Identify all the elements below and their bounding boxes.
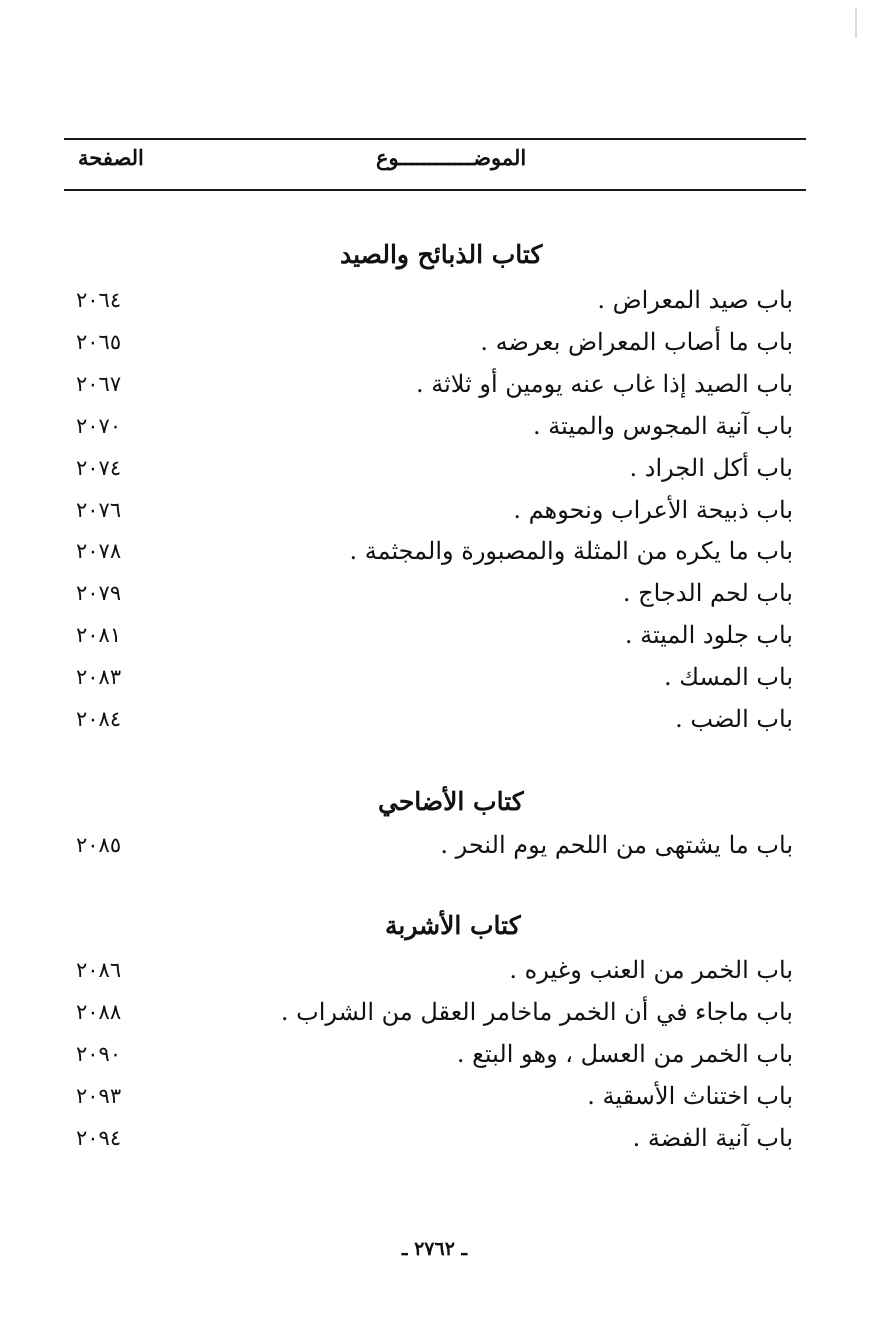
entry-title: باب ماجاء في أن الخمر ماخامر العقل من الشراب .	[280, 998, 793, 1026]
entry-title: باب جلود الميتة .	[624, 621, 793, 649]
entry-page-number: ٢٠٨٦	[76, 958, 122, 982]
entry-page-number: ٢٠٧٤	[76, 456, 122, 480]
entry-title: باب المسك .	[664, 663, 793, 691]
entry-page-number: ٢٠٨٤	[76, 707, 122, 731]
entry-page-number: ٢٠٧٠	[76, 414, 122, 438]
entry-page-number: ٢٠٧٩	[76, 581, 122, 605]
entry-page-number: ٢٠٩٤	[76, 1126, 122, 1150]
toc-entry	[64, 615, 806, 655]
toc-entry	[64, 950, 806, 990]
entry-title: باب الخمر من العسل ، وهو البتع .	[456, 1040, 793, 1068]
entry-page-number: ٢٠٨١	[76, 623, 122, 647]
toc-entry	[64, 1076, 806, 1116]
section-title-drinks: كتاب الأشربة	[385, 911, 521, 940]
entry-page-number: ٢٠٦٥	[76, 330, 122, 354]
entry-title: باب آنية الفضة .	[632, 1124, 793, 1152]
toc-entry	[64, 573, 806, 613]
toc-entry	[64, 657, 806, 697]
toc-entry	[64, 322, 806, 362]
entry-page-number: ٢٠٨٥	[76, 833, 122, 857]
section-title-slaughter-hunting: كتاب الذبائح والصيد	[340, 240, 543, 269]
entry-page-number: ٢٠٦٧	[76, 372, 122, 396]
entry-page-number: ٢٠٧٨	[76, 539, 122, 563]
entry-title: باب الخمر من العنب وغيره .	[509, 956, 793, 984]
entry-title: باب ما يكره من المثلة والمصبورة والمجثمة .	[349, 537, 793, 565]
toc-entry	[64, 490, 806, 530]
toc-entry	[64, 1118, 806, 1158]
entry-title: باب الضب .	[675, 705, 793, 733]
toc-entry	[64, 531, 806, 571]
toc-entry	[64, 1034, 806, 1074]
entry-page-number: ٢٠٩٠	[76, 1042, 122, 1066]
toc-entry	[64, 406, 806, 446]
toc-entry	[64, 280, 806, 320]
entry-title: باب لحم الدجاج .	[622, 579, 793, 607]
entry-page-number: ٢٠٨٣	[76, 665, 122, 689]
toc-entry	[64, 699, 806, 739]
scan-mark	[855, 8, 857, 38]
entry-page-number: ٢٠٧٦	[76, 498, 122, 522]
subject-column-header: الموضــــــــــــوع	[376, 145, 527, 170]
entry-title: باب ما أصاب المعراض بعرضه .	[480, 328, 793, 356]
header-top-rule	[64, 138, 806, 140]
entry-title: باب ما يشتهى من اللحم يوم النحر .	[440, 831, 793, 859]
toc-entry	[64, 364, 806, 404]
entry-page-number: ٢٠٩٣	[76, 1084, 122, 1108]
header-bottom-rule	[64, 189, 806, 191]
entry-page-number: ٢٠٦٤	[76, 288, 122, 312]
entry-title: باب صيد المعراض .	[597, 286, 793, 314]
toc-entry	[64, 992, 806, 1032]
entry-title: باب ذبيحة الأعراب ونحوهم .	[513, 496, 793, 524]
section-title-sacrifices: كتاب الأضاحي	[378, 787, 524, 816]
entry-title: باب اختناث الأسقية .	[587, 1082, 793, 1110]
toc-entry	[64, 448, 806, 488]
footer-page-number: ـ ٢٧٦٢ ـ	[401, 1238, 468, 1260]
entry-title: باب آنية المجوس والميتة .	[532, 412, 793, 440]
page-column-header: الصفحة	[78, 145, 144, 170]
entry-title: باب الصيد إذا غاب عنه يومين أو ثلاثة .	[415, 370, 793, 398]
entry-page-number: ٢٠٨٨	[76, 1000, 122, 1024]
entry-title: باب أكل الجراد .	[629, 454, 793, 482]
toc-entry	[64, 825, 806, 865]
